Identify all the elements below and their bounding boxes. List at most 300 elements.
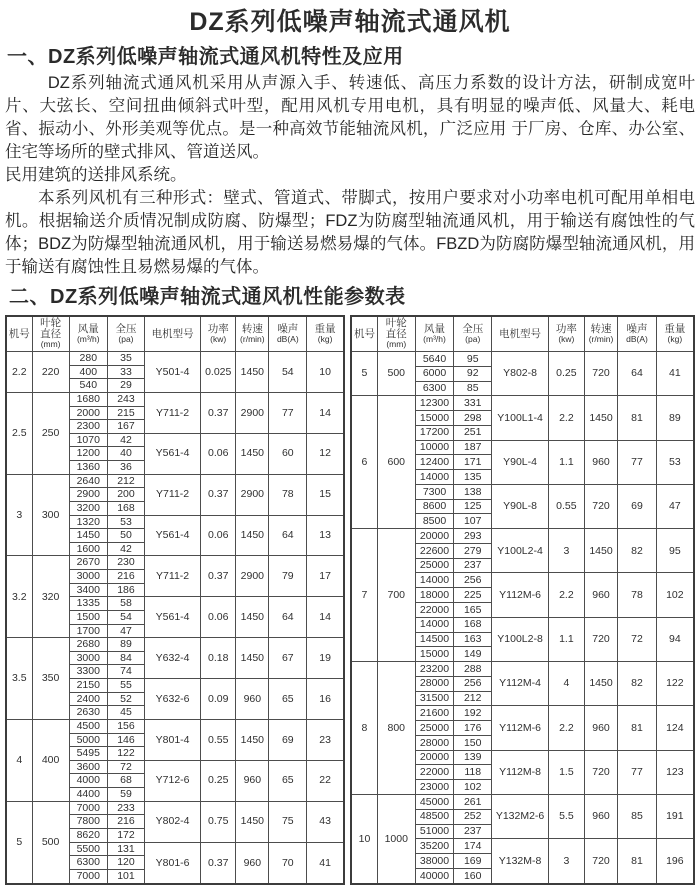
table-row — [351, 352, 694, 367]
cell-noise: 81 — [618, 706, 656, 750]
cell-flow: 8600 — [415, 499, 454, 514]
cell-model-no: 5 — [351, 352, 377, 396]
cell-flow: 28000 — [415, 735, 454, 750]
cell-flow: 35200 — [415, 839, 454, 854]
cell-flow: 280 — [69, 352, 107, 366]
cell-power: 0.37 — [201, 556, 236, 597]
cell-power: 4 — [549, 662, 585, 706]
cell-pressure: 107 — [454, 514, 492, 529]
cell-flow: 14000 — [415, 470, 454, 485]
cell-speed: 1450 — [584, 396, 618, 440]
cell-flow: 1500 — [69, 610, 107, 624]
cell-flow: 7300 — [415, 484, 454, 499]
cell-weight: 43 — [307, 801, 344, 842]
cell-pressure: 131 — [107, 842, 144, 856]
cell-pressure: 101 — [107, 869, 144, 884]
cell-flow: 5000 — [69, 733, 107, 747]
col-header-motor: 电机型号 — [492, 316, 549, 352]
cell-noise: 69 — [269, 719, 307, 760]
cell-speed: 720 — [584, 484, 618, 528]
cell-flow: 1680 — [69, 392, 107, 406]
cell-motor-model: Y802-4 — [145, 801, 201, 842]
cell-pressure: 42 — [107, 433, 144, 447]
cell-flow: 20000 — [415, 750, 454, 765]
cell-flow: 31500 — [415, 691, 454, 706]
cell-motor-model: Y632-4 — [145, 638, 201, 679]
table-row — [351, 794, 694, 809]
cell-speed: 1450 — [236, 638, 269, 679]
cell-flow: 7800 — [69, 815, 107, 829]
col-header-diameter: 叶轮直径 (mm) — [32, 316, 69, 352]
cell-flow: 8620 — [69, 828, 107, 842]
col-header-flow: 风量 (m³/h) — [69, 316, 107, 352]
cell-flow: 3200 — [69, 501, 107, 515]
cell-weight: 53 — [656, 440, 694, 484]
cell-model-no: 2.5 — [6, 392, 32, 474]
cell-pressure: 35 — [107, 352, 144, 366]
cell-pressure: 225 — [454, 588, 492, 603]
cell-power: 2.2 — [549, 573, 585, 617]
cell-flow: 1335 — [69, 597, 107, 611]
cell-model-no: 3 — [6, 474, 32, 556]
cell-noise: 82 — [618, 529, 656, 573]
cell-speed: 960 — [584, 573, 618, 617]
cell-flow: 22000 — [415, 765, 454, 780]
cell-power: 0.25 — [549, 352, 585, 396]
col-header-model: 机号 — [6, 316, 32, 352]
cell-pressure: 85 — [454, 381, 492, 396]
cell-speed: 2900 — [236, 392, 269, 433]
cell-speed: 960 — [236, 842, 269, 884]
cell-speed: 720 — [584, 617, 618, 661]
cell-flow: 2670 — [69, 556, 107, 570]
paragraph-civil-buildings: 民用建筑的送排风系统。 — [5, 166, 187, 184]
cell-flow: 5500 — [69, 842, 107, 856]
cell-flow: 1360 — [69, 461, 107, 475]
cell-motor-model: Y561-4 — [145, 433, 201, 474]
col-header-noise: 噪声 dB(A) — [269, 316, 307, 352]
cell-speed: 1450 — [584, 529, 618, 573]
cell-speed: 1450 — [236, 433, 269, 474]
cell-power: 0.18 — [201, 638, 236, 679]
cell-weight: 89 — [656, 396, 694, 440]
cell-noise: 54 — [269, 352, 307, 393]
cell-flow: 7000 — [69, 869, 107, 884]
cell-noise: 77 — [269, 392, 307, 433]
cell-pressure: 176 — [454, 721, 492, 736]
cell-weight: 47 — [656, 484, 694, 528]
table-row — [351, 529, 694, 544]
cell-power: 5.5 — [549, 794, 585, 838]
cell-speed: 2900 — [236, 556, 269, 597]
table-header-row — [351, 316, 694, 352]
cell-flow: 2640 — [69, 474, 107, 488]
cell-model-no: 5 — [6, 801, 32, 884]
cell-pressure: 212 — [107, 474, 144, 488]
paragraph-features: DZ系列轴流式通风机采用从声源入手、转速低、高压力系数的设计方法，研制成宽叶片、大弦长、空间扭曲倾斜式叶型，配用风机专用电机，具有明显的噪声低、风量大、耗电省、振动小、外形美观等优点。是一种高效节能轴流风机，广泛应用 于厂房、仓库、办公室、住宅等场所的壁式排风、管道送风。 — [5, 74, 695, 161]
cell-noise: 65 — [269, 760, 307, 801]
col-header-power: 功率 (kw) — [201, 316, 236, 352]
cell-pressure: 293 — [454, 529, 492, 544]
table-row — [6, 352, 344, 366]
cell-diameter: 1000 — [377, 794, 415, 884]
cell-pressure: 233 — [107, 801, 144, 815]
cell-speed: 2900 — [236, 474, 269, 515]
table-row — [6, 638, 344, 652]
cell-motor-model: Y711-2 — [145, 474, 201, 515]
cell-motor-model: Y112M-8 — [492, 750, 549, 794]
cell-pressure: 42 — [107, 542, 144, 556]
cell-motor-model: Y561-4 — [145, 597, 201, 638]
cell-pressure: 68 — [107, 774, 144, 788]
cell-flow: 1070 — [69, 433, 107, 447]
cell-diameter: 220 — [32, 352, 69, 393]
table-row — [6, 801, 344, 815]
cell-power: 3 — [549, 839, 585, 884]
cell-pressure: 138 — [454, 484, 492, 499]
cell-power: 1.5 — [549, 750, 585, 794]
cell-weight: 41 — [307, 842, 344, 884]
cell-pressure: 237 — [454, 824, 492, 839]
cell-flow: 38000 — [415, 854, 454, 869]
cell-power: 0.37 — [201, 842, 236, 884]
cell-weight: 13 — [307, 515, 344, 556]
col-header-speed: 转速 (r/min) — [236, 316, 269, 352]
cell-power: 3 — [549, 529, 585, 573]
cell-speed: 1450 — [236, 597, 269, 638]
table-row — [351, 662, 694, 677]
cell-model-no: 3.5 — [6, 638, 32, 720]
cell-pressure: 146 — [107, 733, 144, 747]
cell-pressure: 163 — [454, 632, 492, 647]
cell-pressure: 125 — [454, 499, 492, 514]
cell-pressure: 216 — [107, 815, 144, 829]
cell-weight: 17 — [307, 556, 344, 597]
performance-tables — [5, 315, 695, 885]
cell-flow: 4500 — [69, 719, 107, 733]
col-header-pressure: 全压 (pa) — [454, 316, 492, 352]
cell-noise: 64 — [269, 597, 307, 638]
col-header-noise: 噪声 dB(A) — [618, 316, 656, 352]
cell-flow: 2400 — [69, 692, 107, 706]
cell-pressure: 237 — [454, 558, 492, 573]
table-body-right — [351, 352, 694, 885]
cell-weight: 19 — [307, 638, 344, 679]
cell-pressure: 168 — [107, 501, 144, 515]
performance-table-right — [350, 315, 695, 885]
cell-flow: 45000 — [415, 794, 454, 809]
cell-power: 0.37 — [201, 474, 236, 515]
table-row — [6, 719, 344, 733]
cell-pressure: 186 — [107, 583, 144, 597]
cell-flow: 21600 — [415, 706, 454, 721]
cell-pressure: 156 — [107, 719, 144, 733]
cell-pressure: 102 — [454, 780, 492, 795]
cell-flow: 2680 — [69, 638, 107, 652]
cell-motor-model: Y712-6 — [145, 760, 201, 801]
cell-pressure: 55 — [107, 679, 144, 693]
cell-pressure: 172 — [107, 828, 144, 842]
cell-flow: 15000 — [415, 411, 454, 426]
cell-pressure: 256 — [454, 573, 492, 588]
cell-flow: 3000 — [69, 570, 107, 584]
cell-pressure: 84 — [107, 651, 144, 665]
cell-model-no: 3.2 — [6, 556, 32, 638]
cell-power: 1.1 — [549, 440, 585, 484]
cell-speed: 1450 — [236, 801, 269, 842]
cell-flow: 1700 — [69, 624, 107, 638]
cell-flow: 7000 — [69, 801, 107, 815]
cell-flow: 14000 — [415, 573, 454, 588]
cell-flow: 540 — [69, 379, 107, 393]
cell-flow: 3300 — [69, 665, 107, 679]
cell-weight: 15 — [307, 474, 344, 515]
cell-speed: 1450 — [236, 515, 269, 556]
cell-diameter: 350 — [32, 638, 69, 720]
cell-pressure: 212 — [454, 691, 492, 706]
cell-motor-model: Y112M-6 — [492, 706, 549, 750]
cell-model-no: 6 — [351, 396, 377, 529]
cell-pressure: 298 — [454, 411, 492, 426]
cell-power: 0.55 — [549, 484, 585, 528]
cell-pressure: 200 — [107, 488, 144, 502]
cell-motor-model: Y561-4 — [145, 515, 201, 556]
cell-diameter: 500 — [32, 801, 69, 884]
cell-flow: 3400 — [69, 583, 107, 597]
cell-pressure: 149 — [454, 647, 492, 662]
cell-speed: 960 — [584, 706, 618, 750]
cell-speed: 1450 — [236, 719, 269, 760]
col-header-pressure: 全压 (pa) — [107, 316, 144, 352]
cell-pressure: 279 — [454, 543, 492, 558]
section1-heading: 一、DZ系列低噪声轴流式通风机特性及应用 — [7, 46, 404, 68]
cell-power: 0.025 — [201, 352, 236, 393]
paragraph-fan-types: 本系列风机有三种形式：壁式、管道式、带脚式，按用户要求对小功率电机可配用单相电机。根据输送介质情况制成防腐、防爆型；FDZ为防腐型轴流通风机，用于输送有腐蚀性的气体；BDZ为防爆型轴流通风机，用于输送易燃易爆的气体。FBZD为防腐防爆型轴流通风机，用于输送有腐蚀性且易燃易爆的气体。 — [5, 189, 695, 276]
cell-model-no: 2.2 — [6, 352, 32, 393]
cell-pressure: 120 — [107, 856, 144, 870]
cell-flow: 3000 — [69, 651, 107, 665]
cell-diameter: 800 — [377, 662, 415, 795]
cell-power: 0.75 — [201, 801, 236, 842]
cell-noise: 77 — [618, 750, 656, 794]
cell-noise: 67 — [269, 638, 307, 679]
cell-flow: 2900 — [69, 488, 107, 502]
cell-pressure: 54 — [107, 610, 144, 624]
cell-noise: 65 — [269, 679, 307, 720]
cell-weight: 196 — [656, 839, 694, 884]
cell-motor-model: Y801-4 — [145, 719, 201, 760]
cell-weight: 14 — [307, 392, 344, 433]
cell-pressure: 72 — [107, 760, 144, 774]
cell-weight: 94 — [656, 617, 694, 661]
cell-power: 0.09 — [201, 679, 236, 720]
cell-motor-model: Y112M-4 — [492, 662, 549, 706]
cell-flow: 12400 — [415, 455, 454, 470]
section2-heading: 二、DZ系列低噪声轴流式通风机性能参数表 — [9, 286, 406, 308]
cell-noise: 64 — [618, 352, 656, 396]
cell-pressure: 29 — [107, 379, 144, 393]
cell-flow: 40000 — [415, 868, 454, 884]
cell-weight: 95 — [656, 529, 694, 573]
cell-weight: 23 — [307, 719, 344, 760]
cell-power: 0.06 — [201, 597, 236, 638]
cell-flow: 51000 — [415, 824, 454, 839]
cell-pressure: 58 — [107, 597, 144, 611]
cell-pressure: 59 — [107, 788, 144, 802]
cell-motor-model: Y711-2 — [145, 556, 201, 597]
cell-pressure: 150 — [454, 735, 492, 750]
col-header-weight: 重量 (kg) — [656, 316, 694, 352]
cell-noise: 78 — [269, 474, 307, 515]
cell-motor-model: Y100L2-4 — [492, 529, 549, 573]
cell-flow: 6300 — [415, 381, 454, 396]
cell-pressure: 288 — [454, 662, 492, 677]
table-row — [351, 396, 694, 411]
cell-pressure: 139 — [454, 750, 492, 765]
cell-pressure: 50 — [107, 529, 144, 543]
col-header-diameter: 叶轮直径 (mm) — [377, 316, 415, 352]
cell-power: 0.06 — [201, 433, 236, 474]
cell-flow: 400 — [69, 365, 107, 379]
col-header-model: 机号 — [351, 316, 377, 352]
cell-flow: 17200 — [415, 425, 454, 440]
cell-pressure: 45 — [107, 706, 144, 720]
cell-flow: 22600 — [415, 543, 454, 558]
cell-weight: 12 — [307, 433, 344, 474]
cell-flow: 14000 — [415, 617, 454, 632]
cell-speed: 720 — [584, 839, 618, 884]
cell-flow: 1200 — [69, 447, 107, 461]
cell-pressure: 243 — [107, 392, 144, 406]
cell-noise: 70 — [269, 842, 307, 884]
cell-weight: 123 — [656, 750, 694, 794]
col-header-speed: 转速 (r/min) — [584, 316, 618, 352]
cell-flow: 8500 — [415, 514, 454, 529]
cell-diameter: 250 — [32, 392, 69, 474]
cell-noise: 64 — [269, 515, 307, 556]
cell-noise: 72 — [618, 617, 656, 661]
cell-flow: 1320 — [69, 515, 107, 529]
cell-speed: 960 — [584, 440, 618, 484]
cell-weight: 191 — [656, 794, 694, 838]
cell-flow: 12300 — [415, 396, 454, 411]
cell-flow: 23200 — [415, 662, 454, 677]
cell-pressure: 53 — [107, 515, 144, 529]
cell-flow: 4000 — [69, 774, 107, 788]
cell-pressure: 92 — [454, 366, 492, 381]
cell-speed: 960 — [584, 794, 618, 838]
cell-flow: 18000 — [415, 588, 454, 603]
cell-flow: 4400 — [69, 788, 107, 802]
cell-speed: 720 — [584, 352, 618, 396]
cell-pressure: 215 — [107, 406, 144, 420]
cell-pressure: 252 — [454, 809, 492, 824]
cell-speed: 960 — [236, 760, 269, 801]
page-title: DZ系列低噪声轴流式通风机 — [189, 8, 511, 36]
cell-speed: 960 — [236, 679, 269, 720]
table-row — [6, 474, 344, 488]
cell-motor-model: Y802-8 — [492, 352, 549, 396]
cell-flow: 1450 — [69, 529, 107, 543]
cell-noise: 60 — [269, 433, 307, 474]
cell-diameter: 320 — [32, 556, 69, 638]
table-body-left — [6, 352, 344, 885]
cell-diameter: 400 — [32, 719, 69, 801]
cell-weight: 122 — [656, 662, 694, 706]
cell-pressure: 74 — [107, 665, 144, 679]
cell-flow: 25000 — [415, 558, 454, 573]
cell-motor-model: Y501-4 — [145, 352, 201, 393]
cell-flow: 14500 — [415, 632, 454, 647]
cell-pressure: 251 — [454, 425, 492, 440]
cell-pressure: 95 — [454, 352, 492, 367]
cell-motor-model: Y132M-8 — [492, 839, 549, 884]
cell-weight: 16 — [307, 679, 344, 720]
cell-noise: 81 — [618, 396, 656, 440]
cell-noise: 81 — [618, 839, 656, 884]
cell-diameter: 500 — [377, 352, 415, 396]
col-header-flow: 风量 (m³/h) — [415, 316, 454, 352]
cell-motor-model: Y632-6 — [145, 679, 201, 720]
cell-noise: 82 — [618, 662, 656, 706]
col-header-motor: 电机型号 — [145, 316, 201, 352]
cell-flow: 28000 — [415, 676, 454, 691]
cell-pressure: 165 — [454, 603, 492, 618]
cell-flow: 25000 — [415, 721, 454, 736]
cell-pressure: 40 — [107, 447, 144, 461]
cell-pressure: 216 — [107, 570, 144, 584]
cell-noise: 85 — [618, 794, 656, 838]
cell-pressure: 230 — [107, 556, 144, 570]
cell-power: 2.2 — [549, 396, 585, 440]
cell-motor-model: Y801-6 — [145, 842, 201, 884]
cell-speed: 1450 — [584, 662, 618, 706]
cell-pressure: 167 — [107, 420, 144, 434]
cell-pressure: 36 — [107, 461, 144, 475]
cell-flow: 5495 — [69, 747, 107, 761]
cell-pressure: 160 — [454, 868, 492, 884]
cell-noise: 78 — [618, 573, 656, 617]
table-row — [6, 392, 344, 406]
cell-motor-model: Y711-2 — [145, 392, 201, 433]
cell-diameter: 700 — [377, 529, 415, 662]
cell-pressure: 135 — [454, 470, 492, 485]
cell-pressure: 118 — [454, 765, 492, 780]
cell-pressure: 169 — [454, 854, 492, 869]
cell-weight: 102 — [656, 573, 694, 617]
cell-model-no: 10 — [351, 794, 377, 884]
cell-pressure: 171 — [454, 455, 492, 470]
cell-flow: 1600 — [69, 542, 107, 556]
cell-diameter: 600 — [377, 396, 415, 529]
cell-flow: 15000 — [415, 647, 454, 662]
cell-flow: 20000 — [415, 529, 454, 544]
cell-flow: 5640 — [415, 352, 454, 367]
cell-pressure: 33 — [107, 365, 144, 379]
cell-pressure: 187 — [454, 440, 492, 455]
cell-pressure: 256 — [454, 676, 492, 691]
cell-flow: 10000 — [415, 440, 454, 455]
cell-noise: 79 — [269, 556, 307, 597]
col-header-power: 功率 (kw) — [549, 316, 585, 352]
cell-motor-model: Y100L2-8 — [492, 617, 549, 661]
cell-power: 2.2 — [549, 706, 585, 750]
cell-speed: 1450 — [236, 352, 269, 393]
cell-pressure: 168 — [454, 617, 492, 632]
cell-weight: 124 — [656, 706, 694, 750]
cell-flow: 22000 — [415, 603, 454, 618]
cell-motor-model: Y90L-8 — [492, 484, 549, 528]
